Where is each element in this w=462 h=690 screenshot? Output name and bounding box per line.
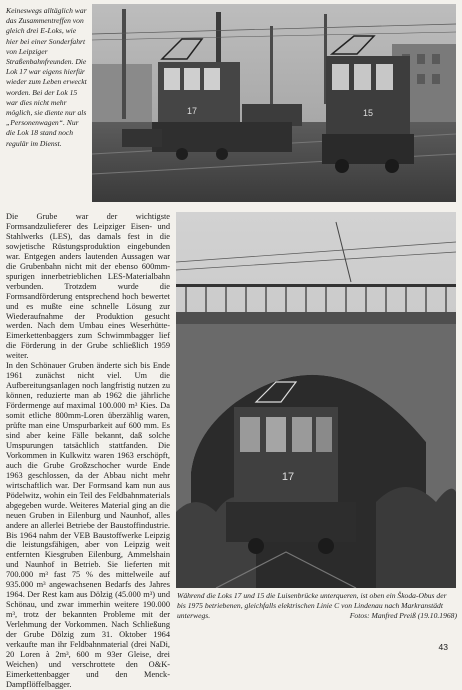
body-text — [6, 212, 170, 690]
loco-number-17-bridge: 17 — [281, 471, 295, 483]
caption-bottom-text: Während die Loks 17 und 15 die Luisenbrücke unterqueren, ist oben ein Škoda-Obus der bis 1975 betriebenen, gleichfalls elektrischen Linie C von Lindenau nach Markranstädt unterwegs. — [177, 591, 447, 620]
photo-loco-under-bridge — [176, 212, 456, 588]
loco-number-17: 17 — [186, 106, 198, 116]
caption-bottom — [177, 591, 457, 620]
photo-locomotives-meeting — [92, 4, 456, 202]
page-number: 43 — [438, 642, 448, 652]
photo-credit: Fotos: Manfred Preiß (19.10.1968) — [349, 610, 457, 620]
caption-top: Keineswegs alltäglich war das Zusammentreffen von gleich drei E-Loks, wie hier bei einer Sonderfahrt von Leipziger Straßenbahnfreunden. Die Lok 17 war eigens hierfür wieder zum Leben erweckt worden. Bei der Lok 15 war dies nicht mehr möglich, sie diente nur als „Personenwagen“. Nur die Lok 18 stand noch regulär im Dienst. — [6, 6, 87, 148]
loco-number-15: 15 — [362, 108, 374, 118]
body-paragraph: Die Grube war der wichtigste Formsandzulieferer des Leipziger Eisen- und Stahlwerks (LES), das damals fest in die sowjetische Rüstungsproduktion eingebunden war. Entgegen anders lautenden Aussagen war die Grubenbahn nicht mit der ebenso 600mm-spurigen innerbetrieblichen LES-Materialbahn verbunden. Trotzdem wurde die Formsandförderung entsprechend hoch bewertet und es mußte eine schnelle Lösung zur Wiederaufnahme der Produktion gesucht werden. Nach dem Umbau eines Weserhütte-Eimerkettenbaggers zum Schwimmbagger lief die Förderung in der Grube schließlich 1959 weiter. — [6, 212, 170, 361]
body-paragraph: In den Schönauer Gruben änderte sich bis Ende 1961 zunächst nicht viel. Um die Aufbereitungsanlagen noch langfristig nutzen zu können, reduzierte man ab 1962 die jährliche Fördermenge auf maximal 100.000 m³ Kies. Da somit etliche 800mm-Loren überzählig waren, prüfte man eine Umspurbarkeit auf 600 mm. Es sind aber keine Fälle bekannt, daß solche Umspurungen tatsächlich stattfanden. Die Vorkommen in Kulkwitz waren 1963 erschöpft, auch die Grube Großzschocher wurde Ende 1963 geschlossen, da der Abbau nicht mehr wirtschaftlich war. Der Formsand kam nun aus Pödelwitz, wohin ein Teil des Feldbahnmaterials abgegeben wurde. Weiteres Material ging an die neuen Gruben in Eilenburg und Naunhof, alles andere an allerlei Betriebe der Baustoffindustrie. Bis 1964 nahm der VEB Baustoffwerke Leipzig die leistungsfähigen, aber von Leipzig weit entfernten Kiesgruben Eilenburg, Ammelshain und Naunhof in Betrieb. Sie lieferten mit 700.000 m³ fast 75 % des mittelweile auf 935.000 m³ angewachsenen Bedarfs des Jahres 1964. Der Rest kam aus Dölzig (45.000 m³) und Schönau, und zwar immerhin weitere 190.000 m³, trotz der bekannten Probleme mit der Verlehmung der Vorkommen. Nach Schließung der Grube Dölzig zum 31. Oktober 1964 verkaufte man ihr Feldbahnmaterial (drei NaDi, 20 Loren à 2m³, 600 m 93er Gleise, drei Weichen) und verschrottete den O&K-Eimerkettenbagger und den Menck-Dampflöffelbagger. — [6, 361, 170, 689]
